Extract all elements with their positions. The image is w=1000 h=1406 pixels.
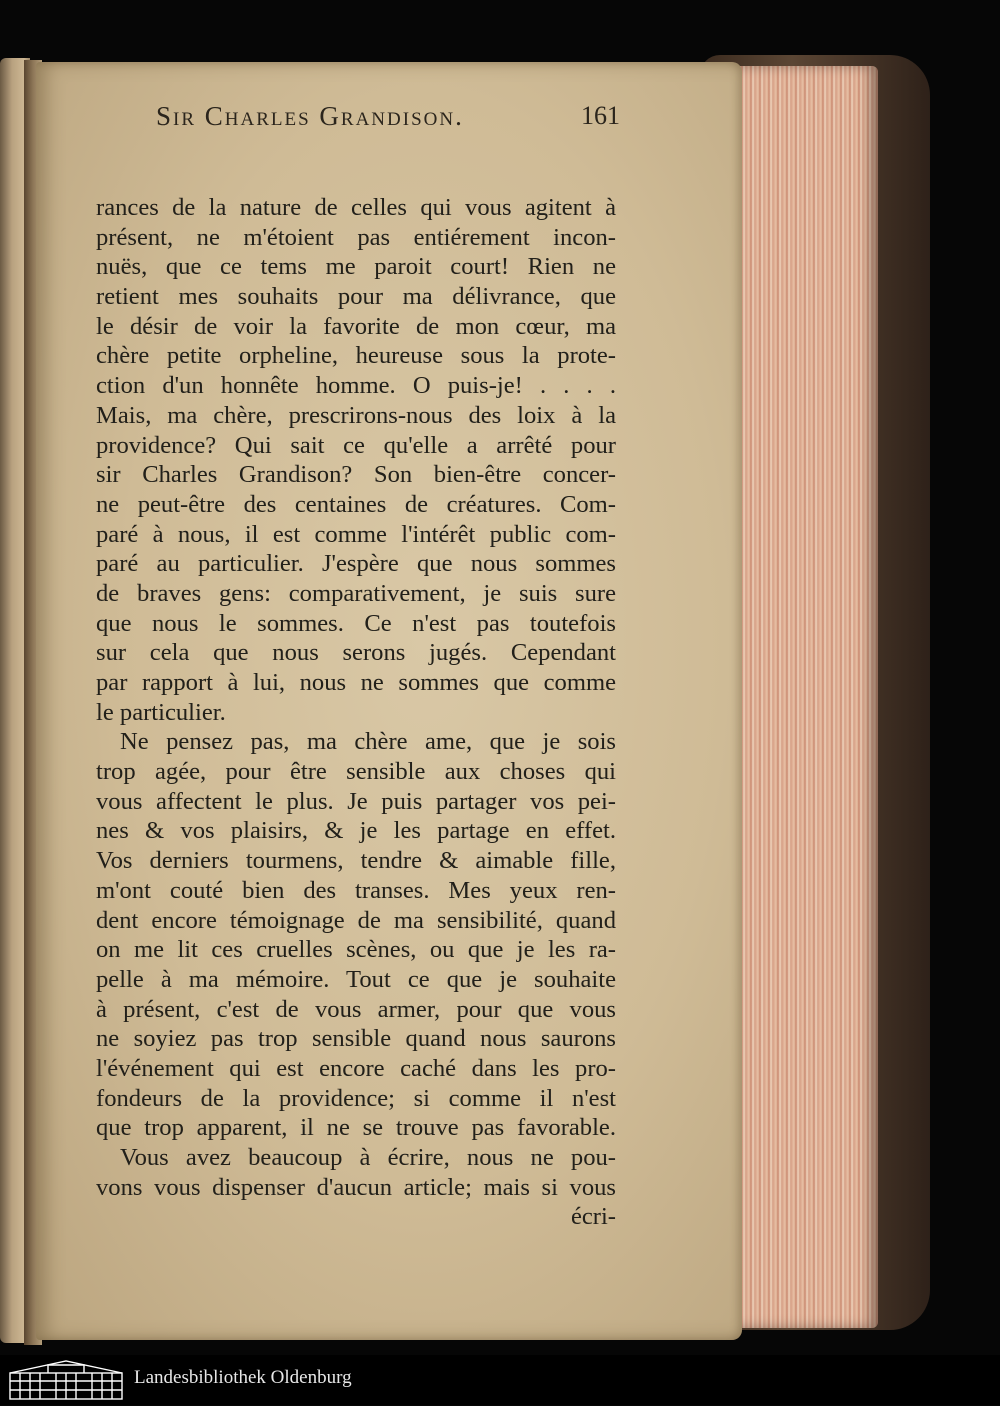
- text-line: ne peut-être des centaines de créatures. Com-: [96, 490, 616, 518]
- text-line: présent, ne m'étoient pas entiérement incon-: [96, 223, 616, 251]
- text-line: nes & vos plaisirs, & je les partage en effet.: [96, 817, 616, 845]
- page-edges: [728, 66, 878, 1328]
- text-line: que trop apparent, il ne se trouve pas favorable.: [96, 1114, 616, 1142]
- text-line: à présent, c'est de vous armer, pour que vous: [96, 995, 616, 1023]
- text-line: ne soyiez pas trop sensible quand nous saurons: [96, 1025, 616, 1053]
- text-line: retient mes souhaits pour ma délivrance, que: [96, 283, 616, 311]
- text-line: providence? Qui sait ce qu'elle a arrêté pour: [96, 431, 616, 459]
- body-text: [96, 193, 616, 1232]
- text-line: par rapport à lui, nous ne sommes que comme: [96, 669, 616, 696]
- text-line: chère petite orpheline, heureuse sous la prote-: [96, 342, 616, 370]
- library-building-icon: [8, 1359, 124, 1401]
- text-line: Mais, ma chère, prescrirons-nous des loix à la: [96, 401, 616, 429]
- text-line: vons vous dispenser d'aucun article; mais si vous: [96, 1173, 616, 1201]
- text-line: paré à nous, il est comme l'intérêt public com-: [96, 520, 616, 548]
- text-line: fondeurs de la providence; si comme il n'est: [96, 1084, 616, 1112]
- text-line: nuës, que ce tems me paroit court! Rien ne: [96, 253, 616, 281]
- text-line: m'ont couté bien des transes. Mes yeux ren-: [96, 876, 616, 904]
- catchword: écri-: [570, 1203, 616, 1231]
- text-line: l'événement qui est encore caché dans les pro-: [96, 1054, 616, 1082]
- text-line: vous affectent le plus. Je puis partager vos pei-: [96, 787, 616, 815]
- text-line: rances de la nature de celles qui vous agitent à: [96, 194, 616, 221]
- text-line: Vos derniers tourmens, tendre & aimable fille,: [96, 847, 616, 875]
- text-line: Ne pensez pas, ma chère ame, que je sois: [120, 728, 616, 756]
- text-line: trop agée, pour être sensible aux choses qui: [96, 758, 616, 786]
- text-line: Vous avez beaucoup à écrire, nous ne pou-: [120, 1144, 616, 1171]
- text-line: que nous le sommes. Ce n'est pas toutefois: [96, 609, 616, 637]
- footer-bar: [0, 1355, 1000, 1405]
- page-number: 161: [581, 101, 620, 130]
- text-line: de braves gens: comparativement, je suis sure: [96, 579, 616, 607]
- text-line: pelle à ma mémoire. Tout ce que je souhaite: [96, 965, 616, 993]
- running-head: [120, 101, 620, 141]
- text-line: paré au particulier. J'espère que nous sommes: [96, 550, 616, 578]
- text-line: sir Charles Grandison? Son bien-être concer-: [96, 461, 616, 489]
- text-line: ction d'un honnête homme. O puis-je! . . . .: [96, 372, 616, 400]
- text-line: sur cela que nous serons jugés. Cependant: [96, 639, 616, 667]
- running-head-title: Sir Charles Grandison.: [156, 101, 464, 131]
- text-line: dent encore témoignage de ma sensibilité, quand: [96, 906, 616, 934]
- text-line: le particulier.: [96, 698, 226, 726]
- text-line: le désir de voir la favorite de mon cœur, ma: [96, 312, 616, 340]
- institution-name: Landesbibliothek Oldenburg: [134, 1367, 352, 1388]
- text-line: on me lit ces cruelles scènes, ou que je les ra-: [96, 936, 616, 964]
